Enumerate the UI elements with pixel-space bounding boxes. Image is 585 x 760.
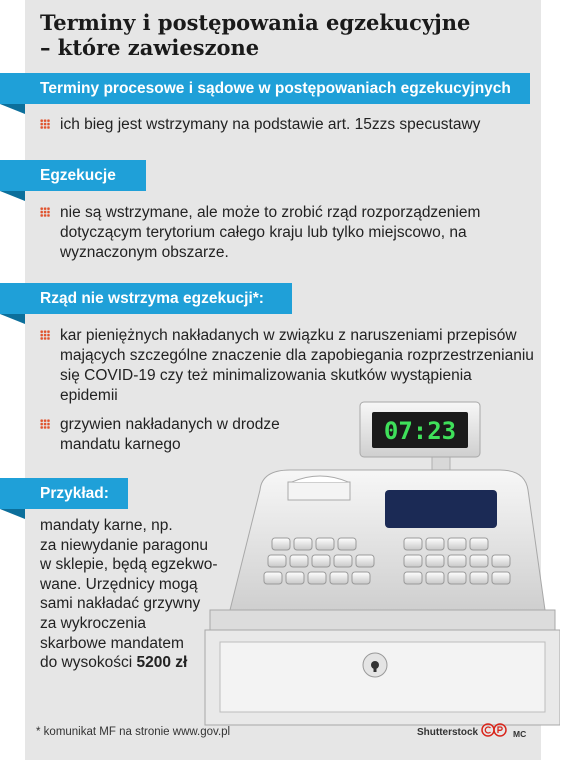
footnote: * komunikat MF na stronie www.gov.pl xyxy=(36,726,231,738)
item-text: wyznaczonym obszarze. xyxy=(60,244,229,261)
example-line: za niewydanie paragonu xyxy=(40,536,209,554)
example-line: do wysokości xyxy=(40,654,133,672)
item-text: grzywien nakładanych w drodze xyxy=(60,416,280,433)
bullet-grid-icon xyxy=(40,207,50,217)
section-heading-terms: Terminy procesowe i sądowe w postępowaniach egzekucyjnych xyxy=(0,73,530,104)
bullet-grid-icon xyxy=(40,330,50,340)
example-line: sami nakładać grzywny xyxy=(40,595,201,613)
title-line-1: Terminy i postępowania egzekucyjne xyxy=(40,10,471,35)
section-heading-executions: Egzekucje xyxy=(0,160,146,191)
example-line: za wykroczenia xyxy=(40,614,146,632)
bullet-grid-icon xyxy=(40,419,50,429)
item-text: dotyczącym terytorium całego kraju lub tylko miejscowo, na xyxy=(60,224,467,241)
page-title xyxy=(40,10,470,60)
item-text: ich bieg jest wstrzymany na podstawie art. 15zzs specustawy xyxy=(60,116,481,133)
author-credit: MC xyxy=(513,729,527,739)
example-line: mandaty karne, np. xyxy=(40,517,173,534)
item-text: kar pieniężnych nakładanych w związku z naruszeniami przepisów xyxy=(60,327,517,344)
example-text xyxy=(40,516,218,673)
section-heading-no-suspension: Rząd nie wstrzyma egzekucji*: xyxy=(0,283,292,314)
item-text: epidemii xyxy=(60,387,118,404)
example-line-last xyxy=(40,653,218,673)
item-text: się COVID-19 czy też minimalizowania skutków wystąpienia xyxy=(60,367,472,384)
fine-amount: 5200 zł xyxy=(136,654,188,672)
section-heading-example: Przykład: xyxy=(0,478,128,509)
title-line-2: – które zawieszone xyxy=(40,35,260,60)
item-text: nie są wstrzymane, ale może to zrobić rząd rozporządzeniem xyxy=(60,204,481,221)
bullet-grid-icon xyxy=(40,119,50,129)
example-line: skarbowe mandatem xyxy=(40,634,184,652)
display-digits: 07:23 xyxy=(383,417,457,445)
item-text: mających szczególne znaczenie dla zapobiegania rozprzestrzenianiu xyxy=(60,347,534,364)
example-line: wane. Urzędnicy mogą xyxy=(40,575,198,593)
photo-credit: Shutterstock xyxy=(417,727,479,738)
item-text: mandatu karnego xyxy=(60,436,181,453)
cash-register-illustration xyxy=(200,400,560,730)
copyright-press-icon xyxy=(481,723,509,737)
example-line: w sklepie, będą egzekwo- xyxy=(40,556,218,574)
